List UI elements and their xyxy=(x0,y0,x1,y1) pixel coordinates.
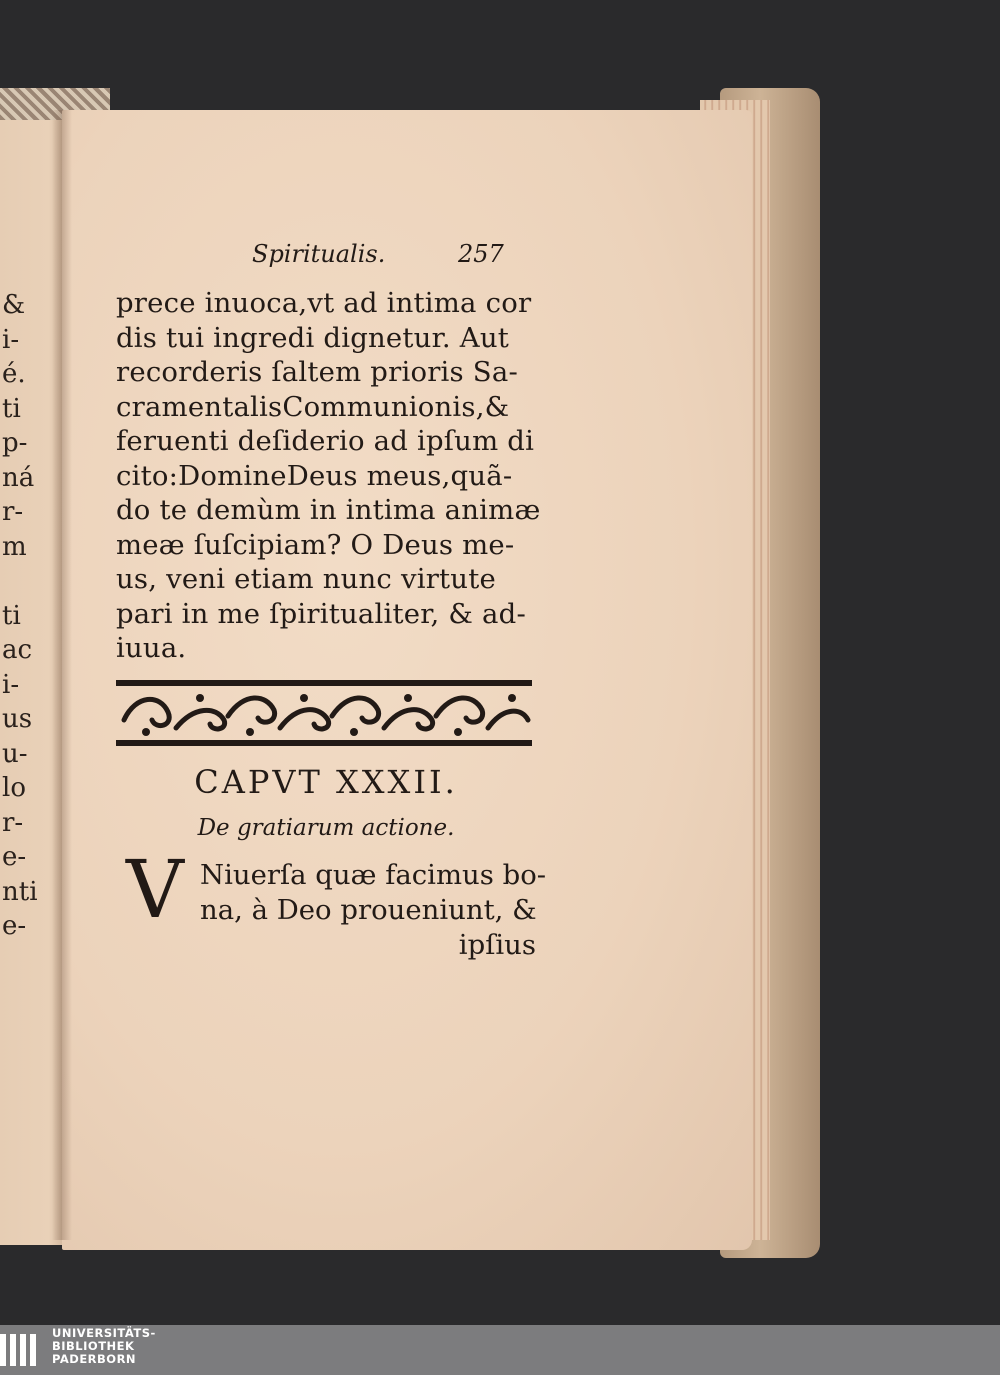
chapter-subtitle: De gratiarum actione. xyxy=(197,814,455,841)
running-title: Spiritualis. xyxy=(252,240,386,268)
margin-fragment: m xyxy=(2,531,27,562)
text-line: pari in me ſpiritualiter, & ad- xyxy=(116,597,526,630)
margin-fragment: ti xyxy=(2,600,21,631)
margin-fragment: ac xyxy=(2,635,33,665)
margin-fragment: e- xyxy=(2,911,27,941)
margin-fragment: é. xyxy=(2,359,26,389)
text-line: cramentalisCommunionis,& xyxy=(116,390,510,423)
margin-fragment: ná xyxy=(2,462,35,493)
margin-fragment: us xyxy=(2,704,33,734)
page-content xyxy=(116,240,547,968)
decorative-headpiece xyxy=(116,680,532,746)
margin-fragment: p- xyxy=(2,428,28,458)
margin-fragment: lo xyxy=(2,773,26,803)
catchword: ipſius xyxy=(458,928,536,961)
logo-line: BIBLIOTHEK xyxy=(52,1339,135,1353)
text-line: prece inuoca,vt ad intima cor xyxy=(116,287,532,319)
text-line: cito:DomineDeus meus,quã- xyxy=(116,459,513,492)
margin-fragment: r- xyxy=(2,497,24,527)
margin-fragment: & xyxy=(2,290,26,320)
text-line: us, veni etiam nunc virtute xyxy=(116,563,496,595)
drop-cap: V xyxy=(126,842,184,936)
margin-fragment: r- xyxy=(2,807,24,838)
library-logo-icon xyxy=(0,1330,44,1370)
margin-fragment xyxy=(2,564,52,599)
library-logo-text xyxy=(52,1327,212,1366)
margin-fragment: i- xyxy=(2,669,20,700)
text-line: na, à Deo proueniunt, & xyxy=(200,893,537,926)
gutter-shadow xyxy=(52,110,72,1240)
logo-line: UNIVERSITÄTS- xyxy=(52,1326,156,1340)
margin-fragment: e- xyxy=(2,842,27,872)
left-page-margin-text xyxy=(2,288,52,944)
running-head xyxy=(116,240,536,286)
margin-fragment: nti xyxy=(2,876,38,907)
text-line: meæ ſuſcipiam? O Deus me- xyxy=(116,528,515,561)
body-text xyxy=(116,286,541,666)
page-number: 257 xyxy=(458,240,504,268)
text-line: recorderis ſaltem prioris Sa- xyxy=(116,356,518,388)
margin-fragment: u- xyxy=(2,738,28,769)
text-line: Niuerſa quæ facimus bo- xyxy=(200,858,547,891)
chapter-heading: CAPVT XXXII. xyxy=(194,762,458,801)
logo-line: PADERBORN xyxy=(52,1352,137,1366)
margin-fragment: i- xyxy=(2,324,20,355)
text-line: do te demùm in intima animæ xyxy=(116,494,541,526)
margin-fragment: ti xyxy=(2,393,21,424)
text-line: feruenti deſiderio ad ipſum di xyxy=(116,425,535,457)
chapter-opening xyxy=(116,842,547,968)
text-line: dis tui ingredi dignetur. Aut xyxy=(116,321,510,354)
text-line: iuua. xyxy=(116,632,187,664)
